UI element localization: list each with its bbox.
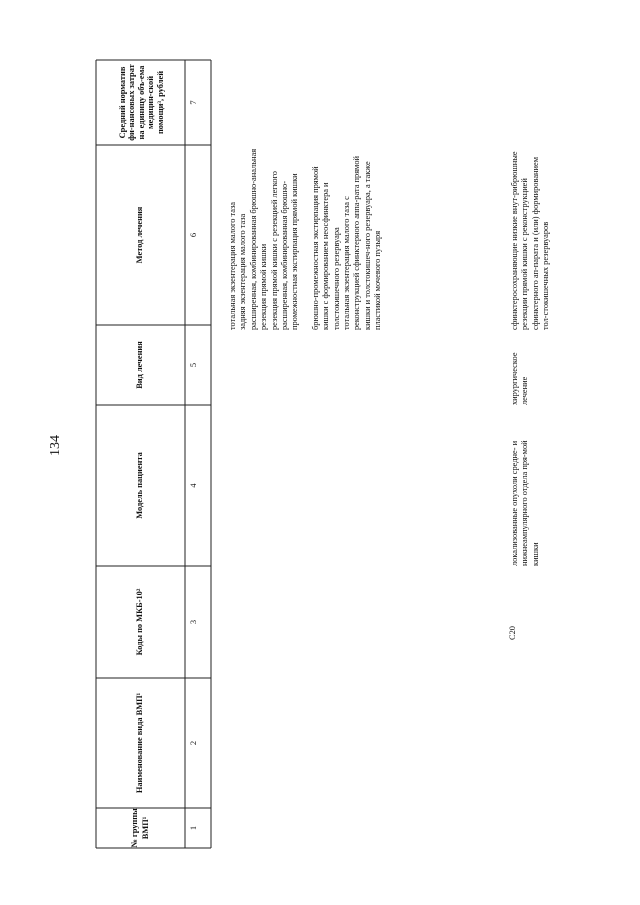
col-number-1: 1: [189, 825, 198, 831]
col-number-6: 6: [189, 232, 198, 238]
header-vmp-name: Наименование вида ВМП¹: [135, 692, 145, 794]
method-item: тотальная экзентерация малого таза с реконструкцией сфинктерного аппа-рата прямой кишки и толстокишеч-ного резервуара, а также пластикой мочевого пузыря: [342, 155, 383, 330]
method-item: расширенная, комбинированная брюшно-промежностная экстирпация прямой кишки: [280, 173, 300, 330]
header-icd-codes: Коды по МКБ-10²: [135, 588, 145, 656]
header-cost-standard: Средний норматив фи-нансовых затрат на единицу объ-ема медицин-ской помощи³, рублей: [117, 64, 165, 141]
header-group-number: № группы ВМП¹: [130, 808, 150, 848]
method-item: резекция прямой кишки с резекцией легкого: [269, 171, 279, 330]
method-item: брюшно-промежностная экстирпация прямой кишки с формированием неосфинктера и толстокишечного резервуара: [310, 166, 341, 330]
method-item: тотальная экзентерация малого таза: [228, 202, 237, 330]
col-number-7: 7: [189, 100, 198, 105]
col-number-5: 5: [189, 362, 198, 368]
row-patient-model: локализованные опухоли средне- и нижнеампулярного отдела пря-мой кишки: [510, 440, 540, 566]
page-number: 134: [48, 435, 63, 456]
header-treatment-type: Вид лечения: [135, 341, 145, 389]
method-item: задняя экзентерация малого таза: [238, 213, 248, 330]
col-number-2: 2: [189, 740, 198, 746]
methods-list: [228, 145, 468, 330]
row-icd-code: C20: [508, 626, 517, 640]
method-item: расширенная, комбинированная брюшно-анальная резекция прямой кишки: [248, 148, 269, 330]
row-treatment-type: хирургическое лечение: [510, 352, 530, 405]
header-treatment-method: Метод лечения: [135, 206, 145, 264]
col-number-4: 4: [189, 483, 198, 488]
col-number-3: 3: [189, 619, 198, 625]
header-patient-model: Модель пациента: [135, 452, 145, 519]
row-treatment-method: сфинктеросохраняющие низкие внут-рибрюшные резекции прямой кишки с реконструкцией сфинктерного ап-парата и (или) формированием тол-стокишечных резервуаров: [510, 151, 551, 330]
